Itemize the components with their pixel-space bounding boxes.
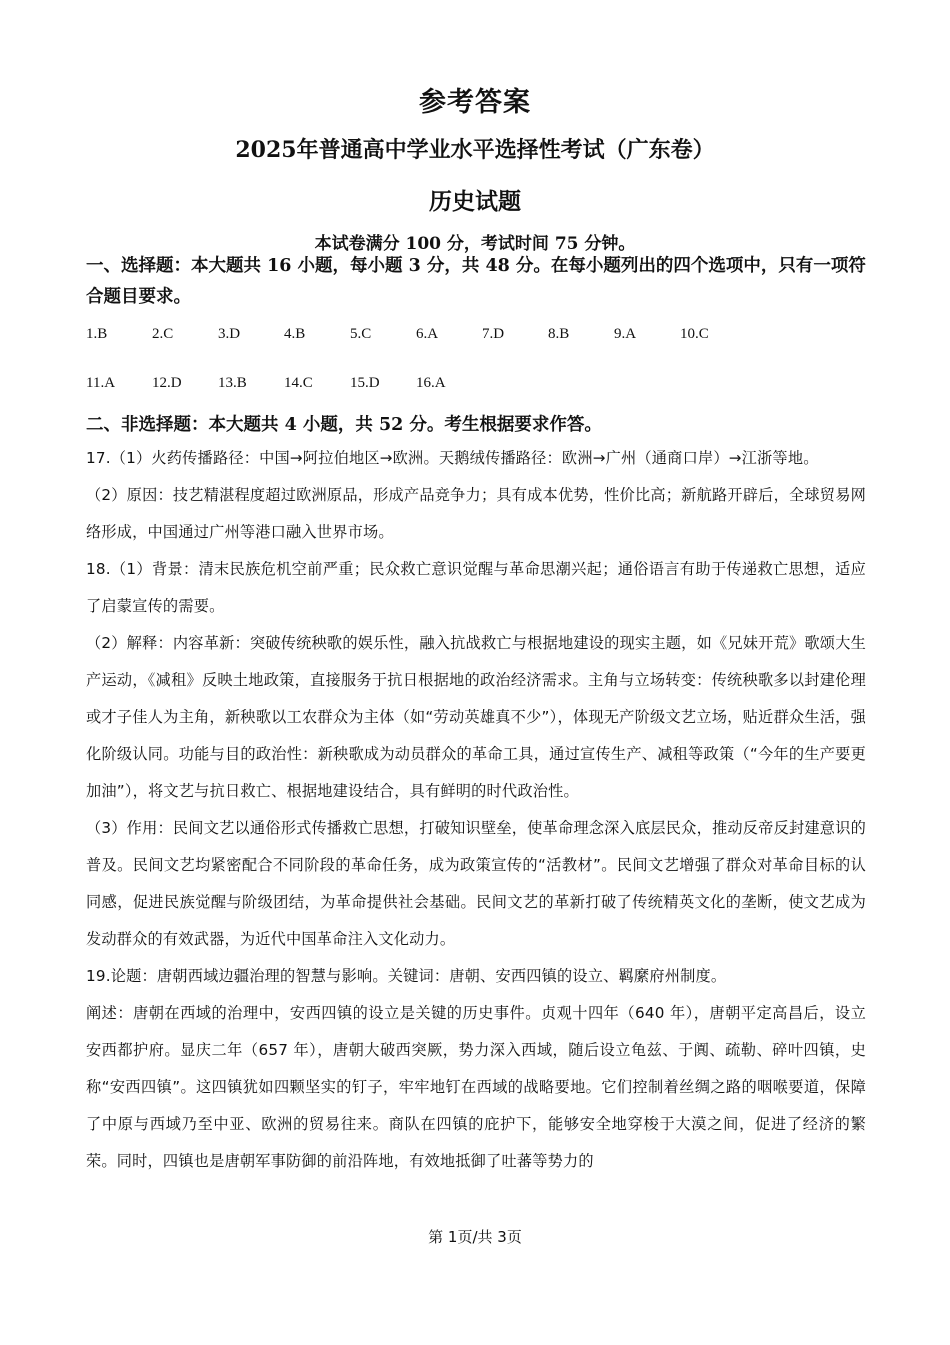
answer-item: 7.D bbox=[482, 326, 505, 342]
answer-item: 4.B bbox=[284, 326, 306, 342]
answer-item: 5.C bbox=[350, 326, 372, 342]
answer-18-2: （2）解释：内容革新：突破传统秧歌的娱乐性，融入抗战救亡与根据地建设的现实主题，如《兄妹开荒》歌颂大生产运动，《减租》反映土地政策，直接服务于抗日根据地的政治经济需求。主角与立场转变：传统秧歌多以封建伦理或才子佳人为主角，新秧歌以工农群众为主体（如“劳动英雄真不少”），体现无产阶级文艺立场，贴近群众生活，强化阶级认同。功能与目的政治性：新秧歌成为动员群众的革命工具，通过宣传生产、减租等政策（“今年的生产要更加油”），将文艺与抗日救亡、根据地建设结合，具有鲜明的时代政治性。 bbox=[86, 634, 866, 800]
section2-body bbox=[86, 440, 866, 1180]
answer-item: 10.C bbox=[680, 326, 709, 342]
answer-item: 12.D bbox=[152, 375, 182, 391]
answer-19-argument: 阐述：唐朝在西域的治理中，安西四镇的设立是关键的历史事件。贞观十四年（640 年），唐朝平定高昌后，设立安西都护府。显庆二年（657 年），唐朝大破西突厥，势力深入西域，随后设立龟兹、于阗、疏勒、碎叶四镇，史称“安西四镇”。这四镇犹如四颗坚实的钉子，牢牢地钉在西域的战略要地。它们控制着丝绸之路的咽喉要道，保障了中原与西域乃至中亚、欧洲的贸易往来。商队在四镇的庇护下，能够安全地穿梭于大漠之间，促进了经济的繁荣。同时，四镇也是唐朝军事防御的前沿阵地，有效地抵御了吐蕃等势力的 bbox=[86, 1004, 866, 1170]
answer-item: 9.A bbox=[614, 326, 637, 342]
answers-row-1 bbox=[86, 326, 746, 343]
section2-heading: 二、非选择题：本大题共 4 小题，共 52 分。考生根据要求作答。 bbox=[86, 415, 602, 435]
answer-item: 6.A bbox=[416, 326, 439, 342]
section1-heading: 一、选择题：本大题共 16 小题，每小题 3 分，共 48 分。在每小题列出的四个选项中，只有一项符合题目要求。 bbox=[86, 256, 866, 307]
answer-item: 14.C bbox=[284, 375, 313, 391]
answer-item: 2.C bbox=[152, 326, 174, 342]
answer-18-1: 18.（1）背景：清末民族危机空前严重；民众救亡意识觉醒与革命思潮兴起；通俗语言有助于传递救亡思想，适应了启蒙宣传的需要。 bbox=[86, 560, 866, 615]
answer-item: 11.A bbox=[86, 375, 116, 391]
subject-title: 历史试题 bbox=[429, 188, 521, 215]
answer-item: 8.B bbox=[548, 326, 570, 342]
answer-item: 1.B bbox=[86, 326, 108, 342]
page-number: 第 1页/共 3页 bbox=[428, 1228, 522, 1246]
answers-row-2 bbox=[86, 375, 482, 392]
answer-19-thesis: 19.论题：唐朝西域边疆治理的智慧与影响。关键词：唐朝、安西四镇的设立、羁縻府州制度。 bbox=[86, 967, 727, 985]
answer-17-1: 17.（1）火药传播路径：中国→阿拉伯地区→欧洲。天鹅绒传播路径：欧洲→广州（通商口岸）→江浙等地。 bbox=[86, 449, 819, 467]
exam-title: 2025年普通高中学业水平选择性考试（广东卷） bbox=[235, 137, 715, 163]
answer-item: 15.D bbox=[350, 375, 380, 391]
answer-18-3: （3）作用：民间文艺以通俗形式传播救亡思想，打破知识壁垒，使革命理念深入底层民众，推动反帝反封建意识的普及。民间文艺均紧密配合不同阶段的革命任务，成为政策宣传的“活教材”。民间文艺增强了群众对革命目标的认同感，促进民族觉醒与阶级团结，为革命提供社会基础。民间文艺的革新打破了传统精英文化的垄断，使文艺成为发动群众的有效武器，为近代中国革命注入文化动力。 bbox=[86, 819, 866, 948]
page-title: 参考答案 bbox=[419, 87, 531, 118]
answer-17-2: （2）原因：技艺精湛程度超过欧洲原品，形成产品竞争力；具有成本优势，性价比高；新航路开辟后，全球贸易网络形成，中国通过广州等港口融入世界市场。 bbox=[86, 486, 866, 541]
answer-item: 3.D bbox=[218, 326, 241, 342]
answer-item: 16.A bbox=[416, 375, 446, 391]
answer-item: 13.B bbox=[218, 375, 247, 391]
exam-note: 本试卷满分 100 分，考试时间 75 分钟。 bbox=[314, 234, 636, 254]
